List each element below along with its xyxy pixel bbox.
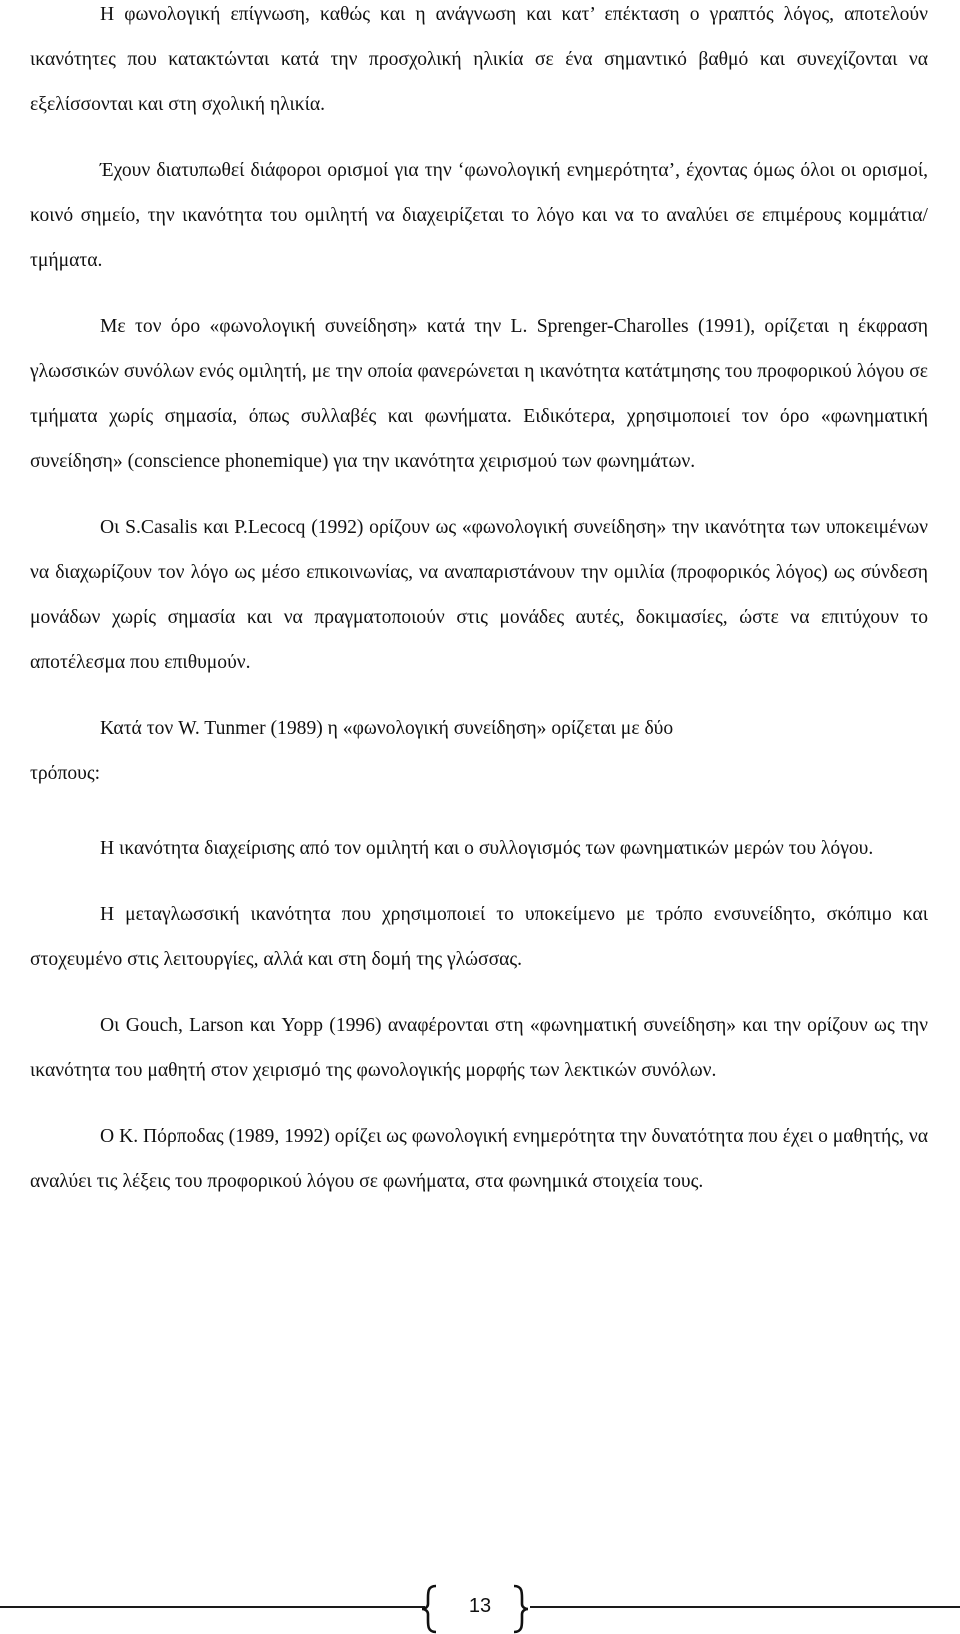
paragraph-metalinguistic-definition: Η μεταγλωσσική ικανότητα που χρησιμοποιεί το υποκείμενο με τρόπο ενσυνείδητο, σκόπιμο και στοχευμένο στις λειτουργίες, αλλά και στη δομή της γλώσσας. (30, 904, 928, 970)
left-brace-icon (420, 1584, 440, 1634)
page-number: 13 (468, 1595, 492, 1617)
footer-rule-right (530, 1606, 960, 1608)
paragraph-definitions: Έχουν διατυπωθεί διάφοροι ορισμοί για την ‘φωνολογική ενημερότητα’, έχοντας όμως όλοι οι ορισμοί, κοινό σημείο, την ικανότητα του ομιλητή να διαχειρίζεται το λόγο και να το αναλύει σε επιμέρους κομμάτια/τμήματα. (30, 160, 928, 271)
paragraph-phonological-awareness-intro: Η φωνολογική επίγνωση, καθώς και η ανάγνωση και κατ’ επέκταση ο γραπτός λόγος, αποτελούν ικανότητες που κατακτώνται κατά την προσχολική ηλικία σε ένα σημαντικό βαθμό και συνεχίζονται να εξελίσσονται και στη σχολική ηλικία. (30, 4, 928, 115)
paragraph-gouch-larson-yopp: Οι Gouch, Larson και Yopp (1996) αναφέρονται στη «φωνηματική συνείδηση» και την ορίζουν ως την ικανότητα του μαθητή στον χειρισμό της φωνολογικής μορφής των λεκτικών συνόλων. (30, 1015, 928, 1081)
paragraph-tunmer: Κατά τον W. Tunmer (1989) η «φωνολογική συνείδηση» ορίζεται με δύο (100, 718, 674, 739)
paragraph-tunmer-continued: τρόπους: (30, 763, 101, 784)
paragraph-casalis-lecocq: Οι S.Casalis και P.Lecocq (1992) ορίζουν ως «φωνολογική συνείδηση» την ικανότητα των υποκειμένων να διαχωρίζουν τον λόγο ως μέσο επικοινωνίας, να αναπαριστάνουν την ομιλία (προφορικός λόγος) ως σύνδεση μονάδων χωρίς σημασία και να πραγματοποιούν στις μονάδες αυτές, δοκιμασίες, ώστε να επιτύχουν το αποτέλεσμα που επιθυμούν. (30, 517, 928, 673)
paragraph-porpodas: Ο Κ. Πόρποδας (1989, 1992) ορίζει ως φωνολογική ενημερότητα την δυνατότητα που έχει ο μαθητής, να αναλύει τις λέξεις του προφορικού λόγου σε φωνήματα, στα φωνημικά στοιχεία τους. (30, 1126, 928, 1192)
right-brace-icon (510, 1584, 530, 1634)
page-footer (0, 1584, 960, 1634)
paragraph-sprenger-charolles: Με τον όρο «φωνολογική συνείδηση» κατά την L. Sprenger-Charolles (1991), ορίζεται η έκφραση γλωσσικών συνόλων ενός ομιλητή, με την οποία φανερώνεται η ικανότητα κατάτμησης του προφορικού λόγου σε τμήματα χωρίς σημασία, όπως συλλαβές και φωνήματα. Ειδικότερα, χρησιμοποιεί τον όρο «φωνηματική συνείδηση» (conscience phonemique) για την ικανότητα χειρισμού των φωνημάτων. (30, 316, 928, 472)
footer-rule-left (0, 1606, 425, 1608)
document-body (30, 0, 928, 1225)
paragraph-ability-definition: Η ικανότητα διαχείρισης από τον ομιλητή και ο συλλογισμός των φωνηματικών μερών του λόγου. (100, 838, 874, 859)
